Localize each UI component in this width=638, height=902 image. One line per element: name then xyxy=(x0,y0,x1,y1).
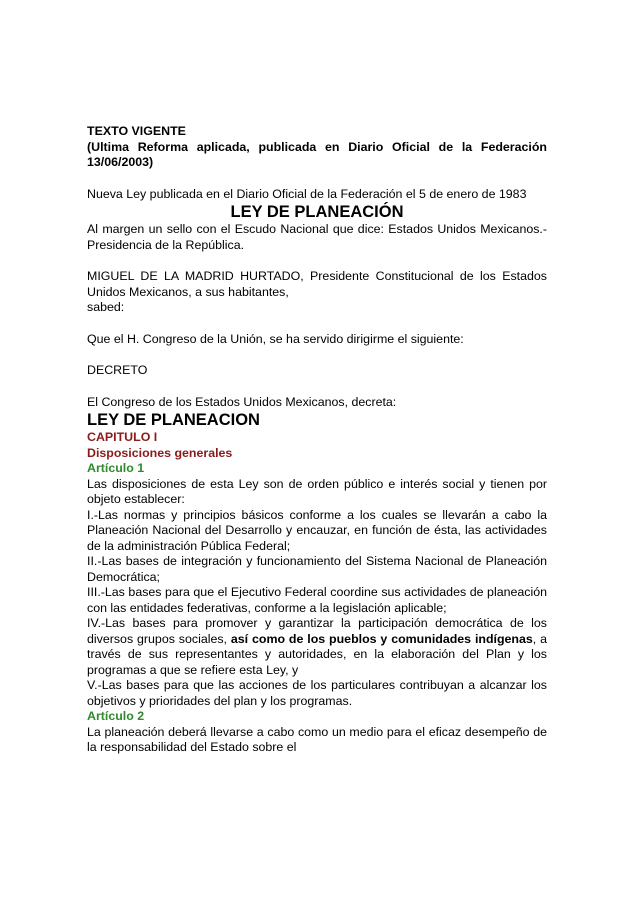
publication-note: Nueva Ley publicada en el Diario Oficial de la Federación el 5 de enero de 1983 xyxy=(87,186,527,201)
article-1-label: Artículo 1 xyxy=(87,461,145,475)
document-title: LEY DE PLANEACIÓN xyxy=(230,203,404,221)
article-1-item-1: I.-Las normas y principios básicos conforme a los cuales se llevarán a cabo la Planeación Nacional del Desarrollo y encauzar, en función de ésta, las actividades de la administración Pública Federal; xyxy=(87,507,547,553)
chapter-name: Disposiciones generales xyxy=(87,445,233,460)
status-heading: TEXTO VIGENTE xyxy=(87,124,186,138)
article-1-item-5: V.-Las bases para que las acciones de los particulares contribuyan a alcanzar los objetivos y prioridades del plan y los programas. xyxy=(87,678,547,708)
congress-paragraph: Que el H. Congreso de la Unión, se ha servido dirigirme el siguiente: xyxy=(87,331,464,346)
article-1-item-4 xyxy=(87,616,547,678)
decreto-label: DECRETO xyxy=(87,363,148,377)
article-2-label: Artículo 2 xyxy=(87,709,145,723)
law-title: LEY DE PLANEACION xyxy=(87,411,260,429)
item-4-text-end: , a través de sus representantes y autoridades, en la elaboración del Plan y los programas a que se refiere esta Ley, y xyxy=(87,631,548,677)
seal-paragraph: Al margen un sello con el Escudo Nacional que dice: Estados Unidos Mexicanos.- Presidencia de la República. xyxy=(87,222,547,252)
article-2-text: La planeación deberá llevarse a cabo como un medio para el eficaz desempeño de la responsabilidad del Estado sobre el xyxy=(87,724,547,754)
article-1-item-3: III.-Las bases para que el Ejecutivo Federal coordine sus actividades de planeación con las entidades federativas, conforme a la legislación aplicable; xyxy=(87,585,547,615)
chapter-label: CAPITULO I xyxy=(87,430,158,444)
president-paragraph: MIGUEL DE LA MADRID HURTADO, Presidente Constitucional de los Estados Unidos Mexicanos, a sus habitantes, xyxy=(87,269,547,299)
item-4-bold-text: así como de los pueblos y comunidades indígenas xyxy=(230,631,533,646)
article-1-intro: Las disposiciones de esta Ley son de orden público e interés social y tienen por objeto establecer: xyxy=(87,476,547,506)
item-4-text-start: IV.-Las bases para promover y garantizar la participación democrática de los diversos grupos sociales, xyxy=(87,616,547,646)
reform-note: (Ultima Reforma aplicada, publicada en Diario Oficial de la Federación 13/06/2003) xyxy=(87,139,547,169)
article-1-item-2: II.-Las bases de integración y funcionamiento del Sistema Nacional de Planeación Democrática; xyxy=(87,554,547,584)
document-page xyxy=(87,124,547,756)
sabed-text: sabed: xyxy=(87,300,125,314)
decreta-paragraph: El Congreso de los Estados Unidos Mexicanos, decreta: xyxy=(87,394,397,409)
